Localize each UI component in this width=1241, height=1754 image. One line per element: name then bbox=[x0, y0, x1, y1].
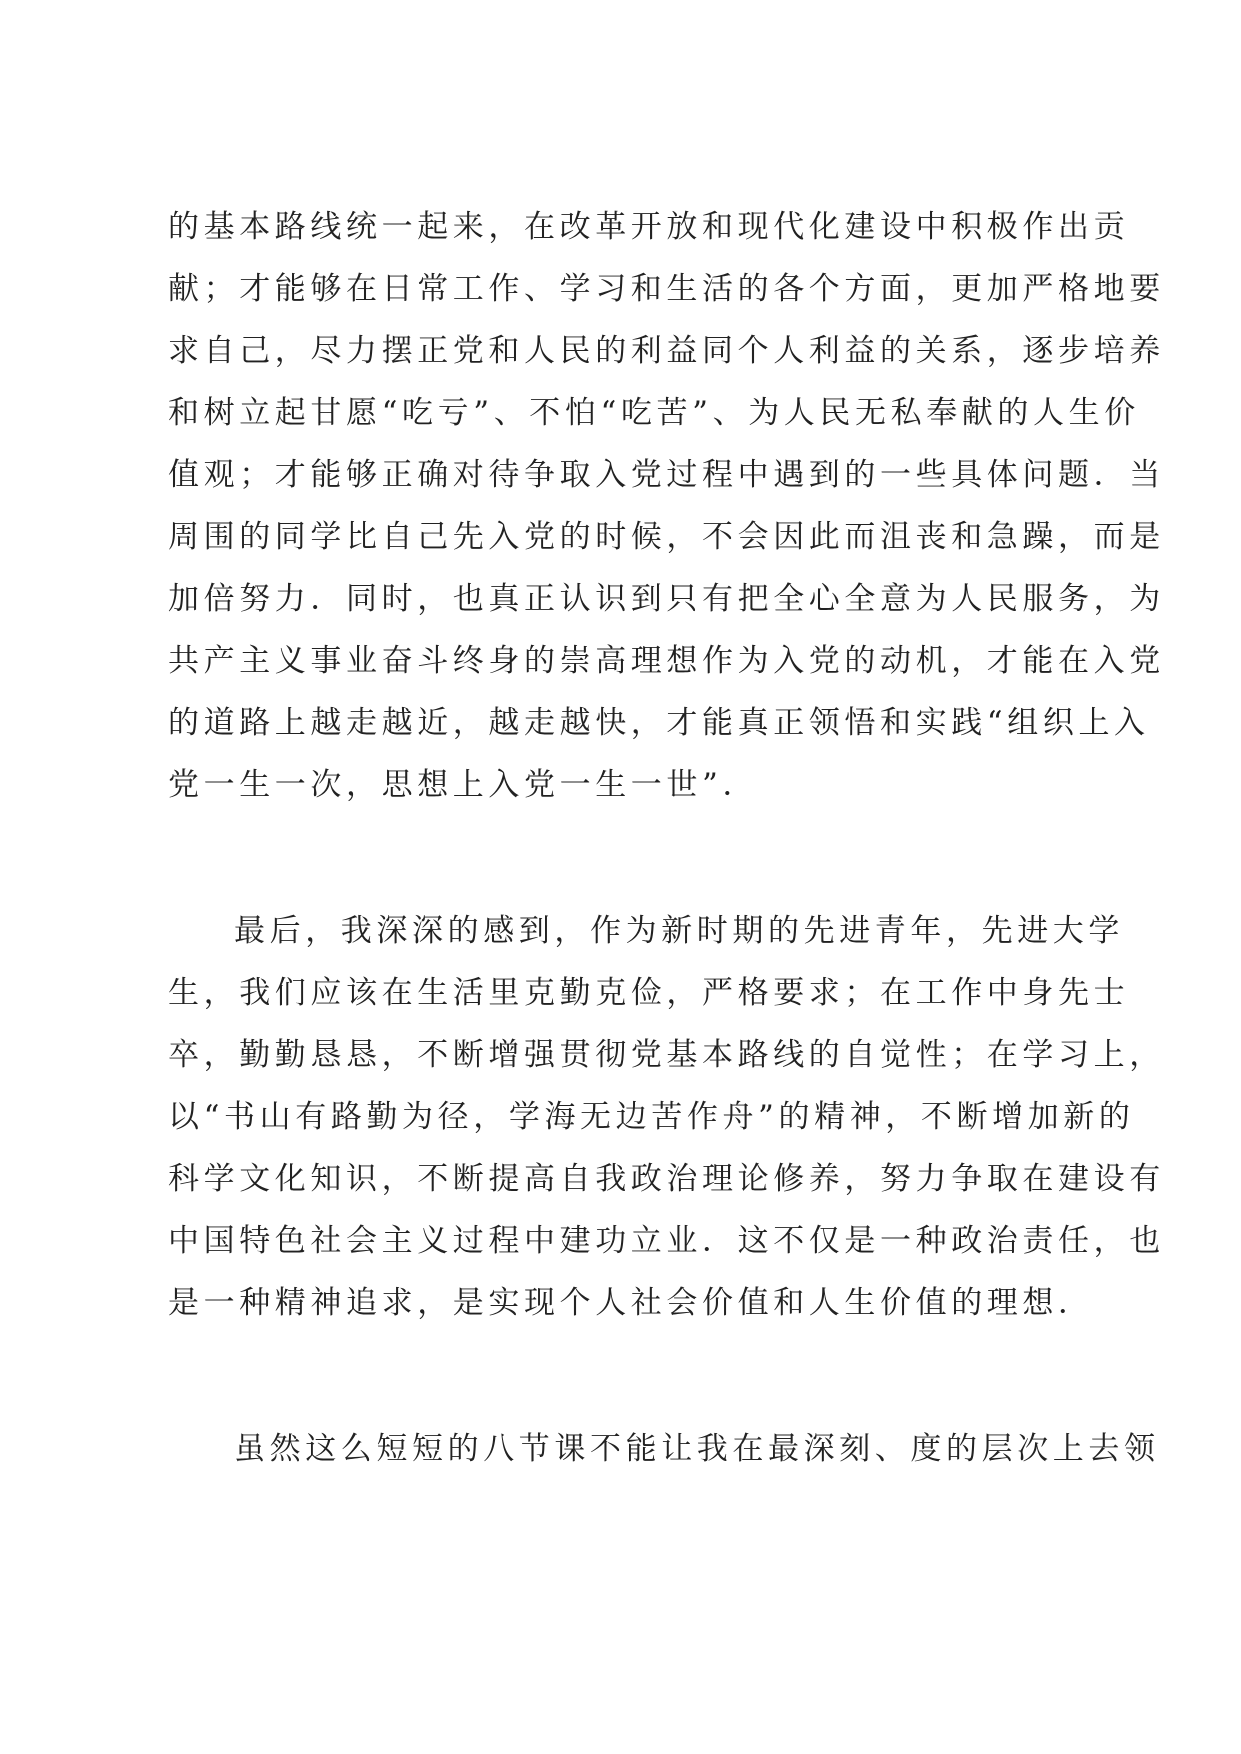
paragraph-2 bbox=[168, 900, 1165, 1334]
text-line: 生，我们应该在生活里克勤克俭，严格要求；在工作中身先士 bbox=[168, 975, 1130, 1011]
text-line: 的基本路线统一起来，在改革开放和现代化建设中积极作出贡 bbox=[168, 209, 1130, 245]
text-line: 以“书山有路勤为径，学海无边苦作舟”的精神，不断增加新的 bbox=[168, 1099, 1135, 1135]
document-body bbox=[168, 196, 1165, 1480]
text-line: 卒，勤勤恳恳，不断增强贯彻党基本路线的自觉性；在学习上， bbox=[168, 1037, 1165, 1073]
text-line: 献；才能够在日常工作、学习和生活的各个方面，更加严格地要 bbox=[168, 271, 1165, 307]
paragraph-spacer bbox=[168, 1334, 1098, 1418]
text-line: 共产主义事业奋斗终身的崇高理想作为入党的动机，才能在入党 bbox=[168, 643, 1165, 679]
text-line: 求自己，尽力摆正党和人民的利益同个人利益的关系，逐步培养 bbox=[168, 333, 1165, 369]
text-line: 周围的同学比自己先入党的时候，不会因此而沮丧和急躁，而是 bbox=[168, 519, 1165, 555]
text-line: 最后，我深深的感到，作为新时期的先进青年，先进大学 bbox=[234, 913, 1124, 949]
text-line: 科学文化知识，不断提高自我政治理论修养，努力争取在建设有 bbox=[168, 1161, 1165, 1197]
paragraph-3 bbox=[168, 1418, 1160, 1480]
text-line: 加倍努力．同时，也真正认识到只有把全心全意为人民服务，为 bbox=[168, 581, 1165, 617]
text-line: 和树立起甘愿“吃亏”、不怕“吃苦”、为人民无私奉献的人生价 bbox=[168, 395, 1140, 431]
text-line: 中国特色社会主义过程中建功立业．这不仅是一种政治责任，也 bbox=[168, 1223, 1165, 1259]
text-line: 是一种精神追求，是实现个人社会价值和人生价值的理想． bbox=[168, 1285, 1094, 1321]
paragraph-spacer bbox=[168, 816, 1098, 900]
text-line: 的道路上越走越近，越走越快，才能真正领悟和实践“组织上入 bbox=[168, 705, 1150, 741]
text-line: 虽然这么短短的八节课不能让我在最深刻、度的层次上去领 bbox=[234, 1431, 1160, 1467]
text-line: 值观；才能够正确对待争取入党过程中遇到的一些具体问题．当 bbox=[168, 457, 1165, 493]
text-line: 党一生一次，思想上入党一生一世”． bbox=[168, 767, 759, 803]
paragraph-1 bbox=[168, 196, 1165, 816]
